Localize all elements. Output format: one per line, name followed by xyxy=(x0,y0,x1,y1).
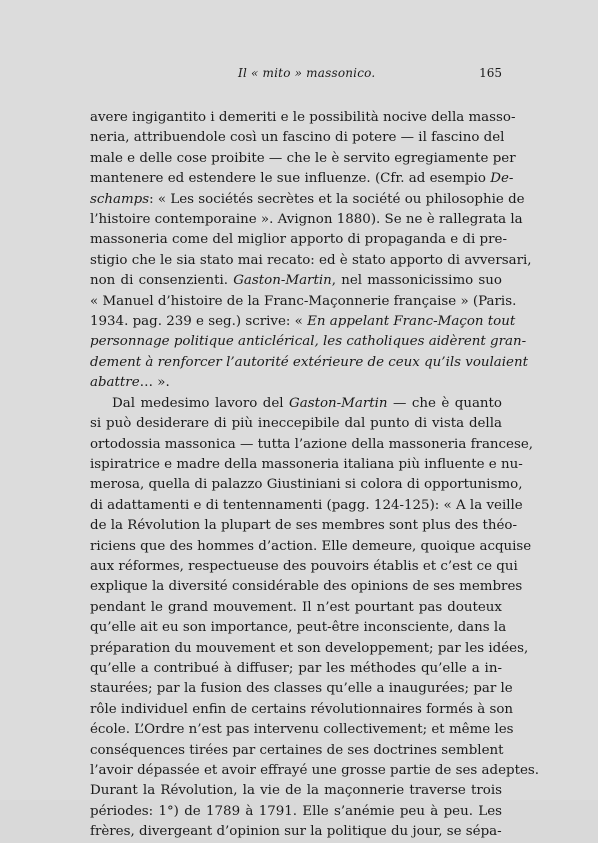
text-line xyxy=(90,455,523,475)
text-line xyxy=(90,169,514,189)
text-line xyxy=(90,210,523,230)
italic-span: dement à renforcer l’autorité extérieure de ceux qu’ils voulaient xyxy=(90,354,528,370)
text-line xyxy=(90,373,502,393)
paragraph xyxy=(90,394,540,843)
text-line xyxy=(90,516,517,536)
italic-span: personnage politique anticlérical, les catholiques aidèrent gran- xyxy=(90,334,527,350)
text-line xyxy=(90,537,532,557)
text-line xyxy=(90,108,516,128)
italic-span: En appelant Franc-Maçon tout xyxy=(307,314,516,330)
text-line xyxy=(90,618,507,638)
text-line xyxy=(90,353,528,373)
text-line xyxy=(90,292,517,312)
text-span: Dal medesimo lavoro del xyxy=(112,395,290,411)
text-span: , nel massonicissimo suo xyxy=(331,273,502,289)
text-span: massoneria come del miglior apporto di propaganda e di pre- xyxy=(90,232,507,248)
text-span: riciens que des hommes d’action. Elle demeure, quoique acquise xyxy=(90,538,532,554)
text-line xyxy=(90,190,525,210)
text-span: neria, attribuendole così un fascino di potere — il fascino del xyxy=(90,130,505,146)
text-span: ortodossia massonica — tutta l’azione della massoneria francese, xyxy=(90,436,534,452)
text-span: qu’elle a contribué à diffuser; par les méthodes qu’elle a in- xyxy=(90,660,502,676)
text-line xyxy=(90,822,502,842)
text-line xyxy=(90,149,516,169)
text-line xyxy=(90,741,502,761)
text-span: stigio che le sia stato mai recato: ed è stato apporto di avversari, xyxy=(90,252,532,268)
text-span: staurées; par la fusion des classes qu’elle a inaugurées; par le xyxy=(90,681,513,697)
text-span: qu’elle ait eu son importance, peut-être inconsciente, dans la xyxy=(90,620,507,636)
text-line xyxy=(90,639,529,659)
text-line xyxy=(90,496,523,516)
page-number: 165 xyxy=(479,66,502,80)
text-line xyxy=(90,720,514,740)
italic-span: Gaston-Martin xyxy=(233,273,332,289)
text-span: pendant le grand mouvement. Il n’est pourtant pas douteux xyxy=(90,599,502,615)
text-span: male e delle cose proibite — che le è servito egregiamente per xyxy=(90,150,516,166)
text-span: — che è quanto xyxy=(387,395,502,411)
text-span: frères, divergeant d’opinion sur la politique du jour, se sépa- xyxy=(90,824,502,840)
text-line xyxy=(90,700,514,720)
text-span: avere ingigantito i demeriti e le possibilità nocive della masso- xyxy=(90,110,516,125)
text-span: : « Les sociétés secrètes et la société ou philosophie de xyxy=(149,191,525,207)
text-span: di adattamenti e di tentennamenti (pagg. 124-125): « A la veille xyxy=(90,497,523,513)
text-span: école. L’Ordre n’est pas intervenu collectivement; et même les xyxy=(90,722,514,738)
text-line xyxy=(90,659,502,679)
text-line xyxy=(90,230,507,250)
text-line xyxy=(90,577,523,597)
text-line xyxy=(90,598,502,618)
text-span: 1934. pag. 239 e seg.) scrive: « xyxy=(90,314,308,330)
text-span: si può desiderare di più ineccepibile dal punto di vista della xyxy=(90,416,502,432)
running-title: Il « mito » massonico. xyxy=(238,66,376,80)
text-line xyxy=(90,557,518,577)
italic-span: Gaston-Martin xyxy=(289,395,388,411)
italic-span: De- xyxy=(490,171,514,187)
text-line xyxy=(90,414,502,434)
text-line xyxy=(90,761,540,781)
text-span: périodes: 1°) de 1789 à 1791. Elle s’anémie peu à peu. Les xyxy=(90,803,502,819)
text-line xyxy=(90,251,532,271)
text-line xyxy=(90,781,502,801)
italic-span: abattre xyxy=(90,375,140,391)
text-span: préparation du mouvement et son developpement; par les idées, xyxy=(90,640,529,656)
text-span: aux réformes, respectueuse des pouvoirs établis et c’est ce qui xyxy=(90,558,518,574)
text-span: rôle individuel enfin de certains révolutionnaires formés à son xyxy=(90,701,514,717)
text-line xyxy=(90,332,527,352)
text-span: merosa, quella di palazzo Giustiniani si colora di opportunismo, xyxy=(90,477,523,493)
italic-span: schamps xyxy=(90,191,150,207)
text-span: Durant la Révolution, la vie de la maçonnerie traverse trois xyxy=(90,783,502,799)
text-span: non di consenzienti. xyxy=(90,273,234,289)
paragraph xyxy=(90,108,532,394)
text-span: explique la diversité considérable des opinions de ses membres xyxy=(90,579,523,595)
text-line xyxy=(90,802,502,822)
text-span: l’avoir dépassée et avoir effrayé une grosse partie de ses adeptes. xyxy=(90,763,540,778)
text-span: « Manuel d’histoire de la Franc-Maçonnerie française » (Paris. xyxy=(90,293,517,309)
text-line xyxy=(90,271,502,291)
text-line xyxy=(90,435,534,455)
text-span: de la Révolution la plupart de ses membres sont plus des théo- xyxy=(90,518,517,534)
page-header xyxy=(90,66,502,84)
text-line xyxy=(90,394,502,414)
text-line xyxy=(90,475,523,495)
text-span: mantenere ed estendere le sue influenze. (Cfr. ad esempio xyxy=(90,171,491,187)
text-span: l’histoire contemporaine ». Avignon 1880). Se ne è rallegrata la xyxy=(90,212,523,228)
body-text xyxy=(90,108,540,843)
text-line xyxy=(90,312,516,332)
text-span: conséquences tirées par certaines de ses doctrines semblent xyxy=(90,742,504,758)
text-span: … ». xyxy=(139,375,170,391)
text-line xyxy=(90,128,505,148)
text-span: ispiratrice e madre della massoneria italiana più influente e nu- xyxy=(90,456,523,472)
text-line xyxy=(90,679,513,699)
